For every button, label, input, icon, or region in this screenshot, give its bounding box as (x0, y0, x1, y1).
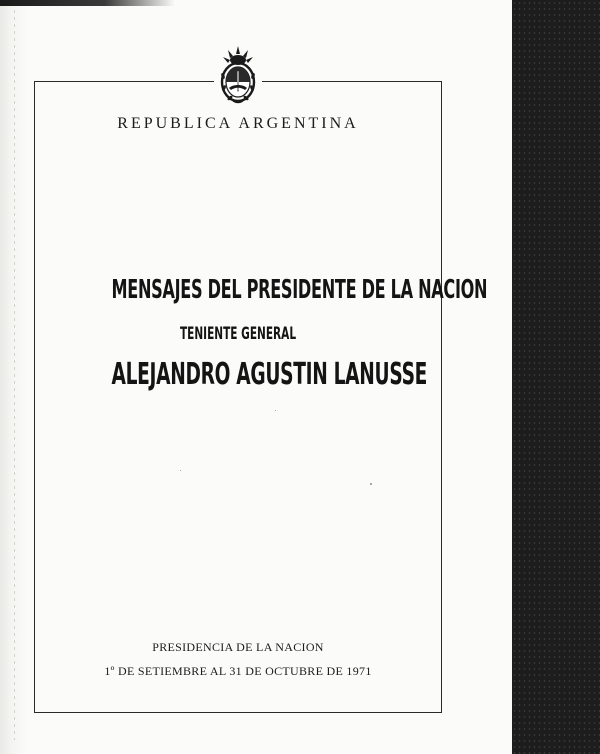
scan-speck (275, 410, 276, 411)
scan-top-shadow (0, 0, 175, 6)
country-heading: REPUBLICA ARGENTINA (117, 115, 359, 132)
publisher-line: PRESIDENCIA DE LA NACION (152, 640, 324, 654)
cover-frame (34, 81, 488, 713)
coat-of-arms-icon (219, 44, 257, 104)
cover-frame-top-left (34, 81, 214, 82)
scan-speck (370, 483, 372, 485)
date-range-line: 1º DE SETIEMBRE AL 31 DE OCTUBRE DE 1971 (104, 664, 372, 678)
page-left-edge-marks (14, 10, 15, 740)
book-title: MENSAJES DEL PRESIDENTE DE LA NACION (111, 275, 488, 305)
scan-speck (180, 470, 181, 471)
president-name: ALEJANDRO AGUSTIN LANUSSE (111, 357, 428, 392)
dark-band-texture (512, 0, 600, 754)
military-rank: TENIENTE GENERAL (179, 324, 297, 344)
cover-frame-top-right (262, 81, 442, 82)
